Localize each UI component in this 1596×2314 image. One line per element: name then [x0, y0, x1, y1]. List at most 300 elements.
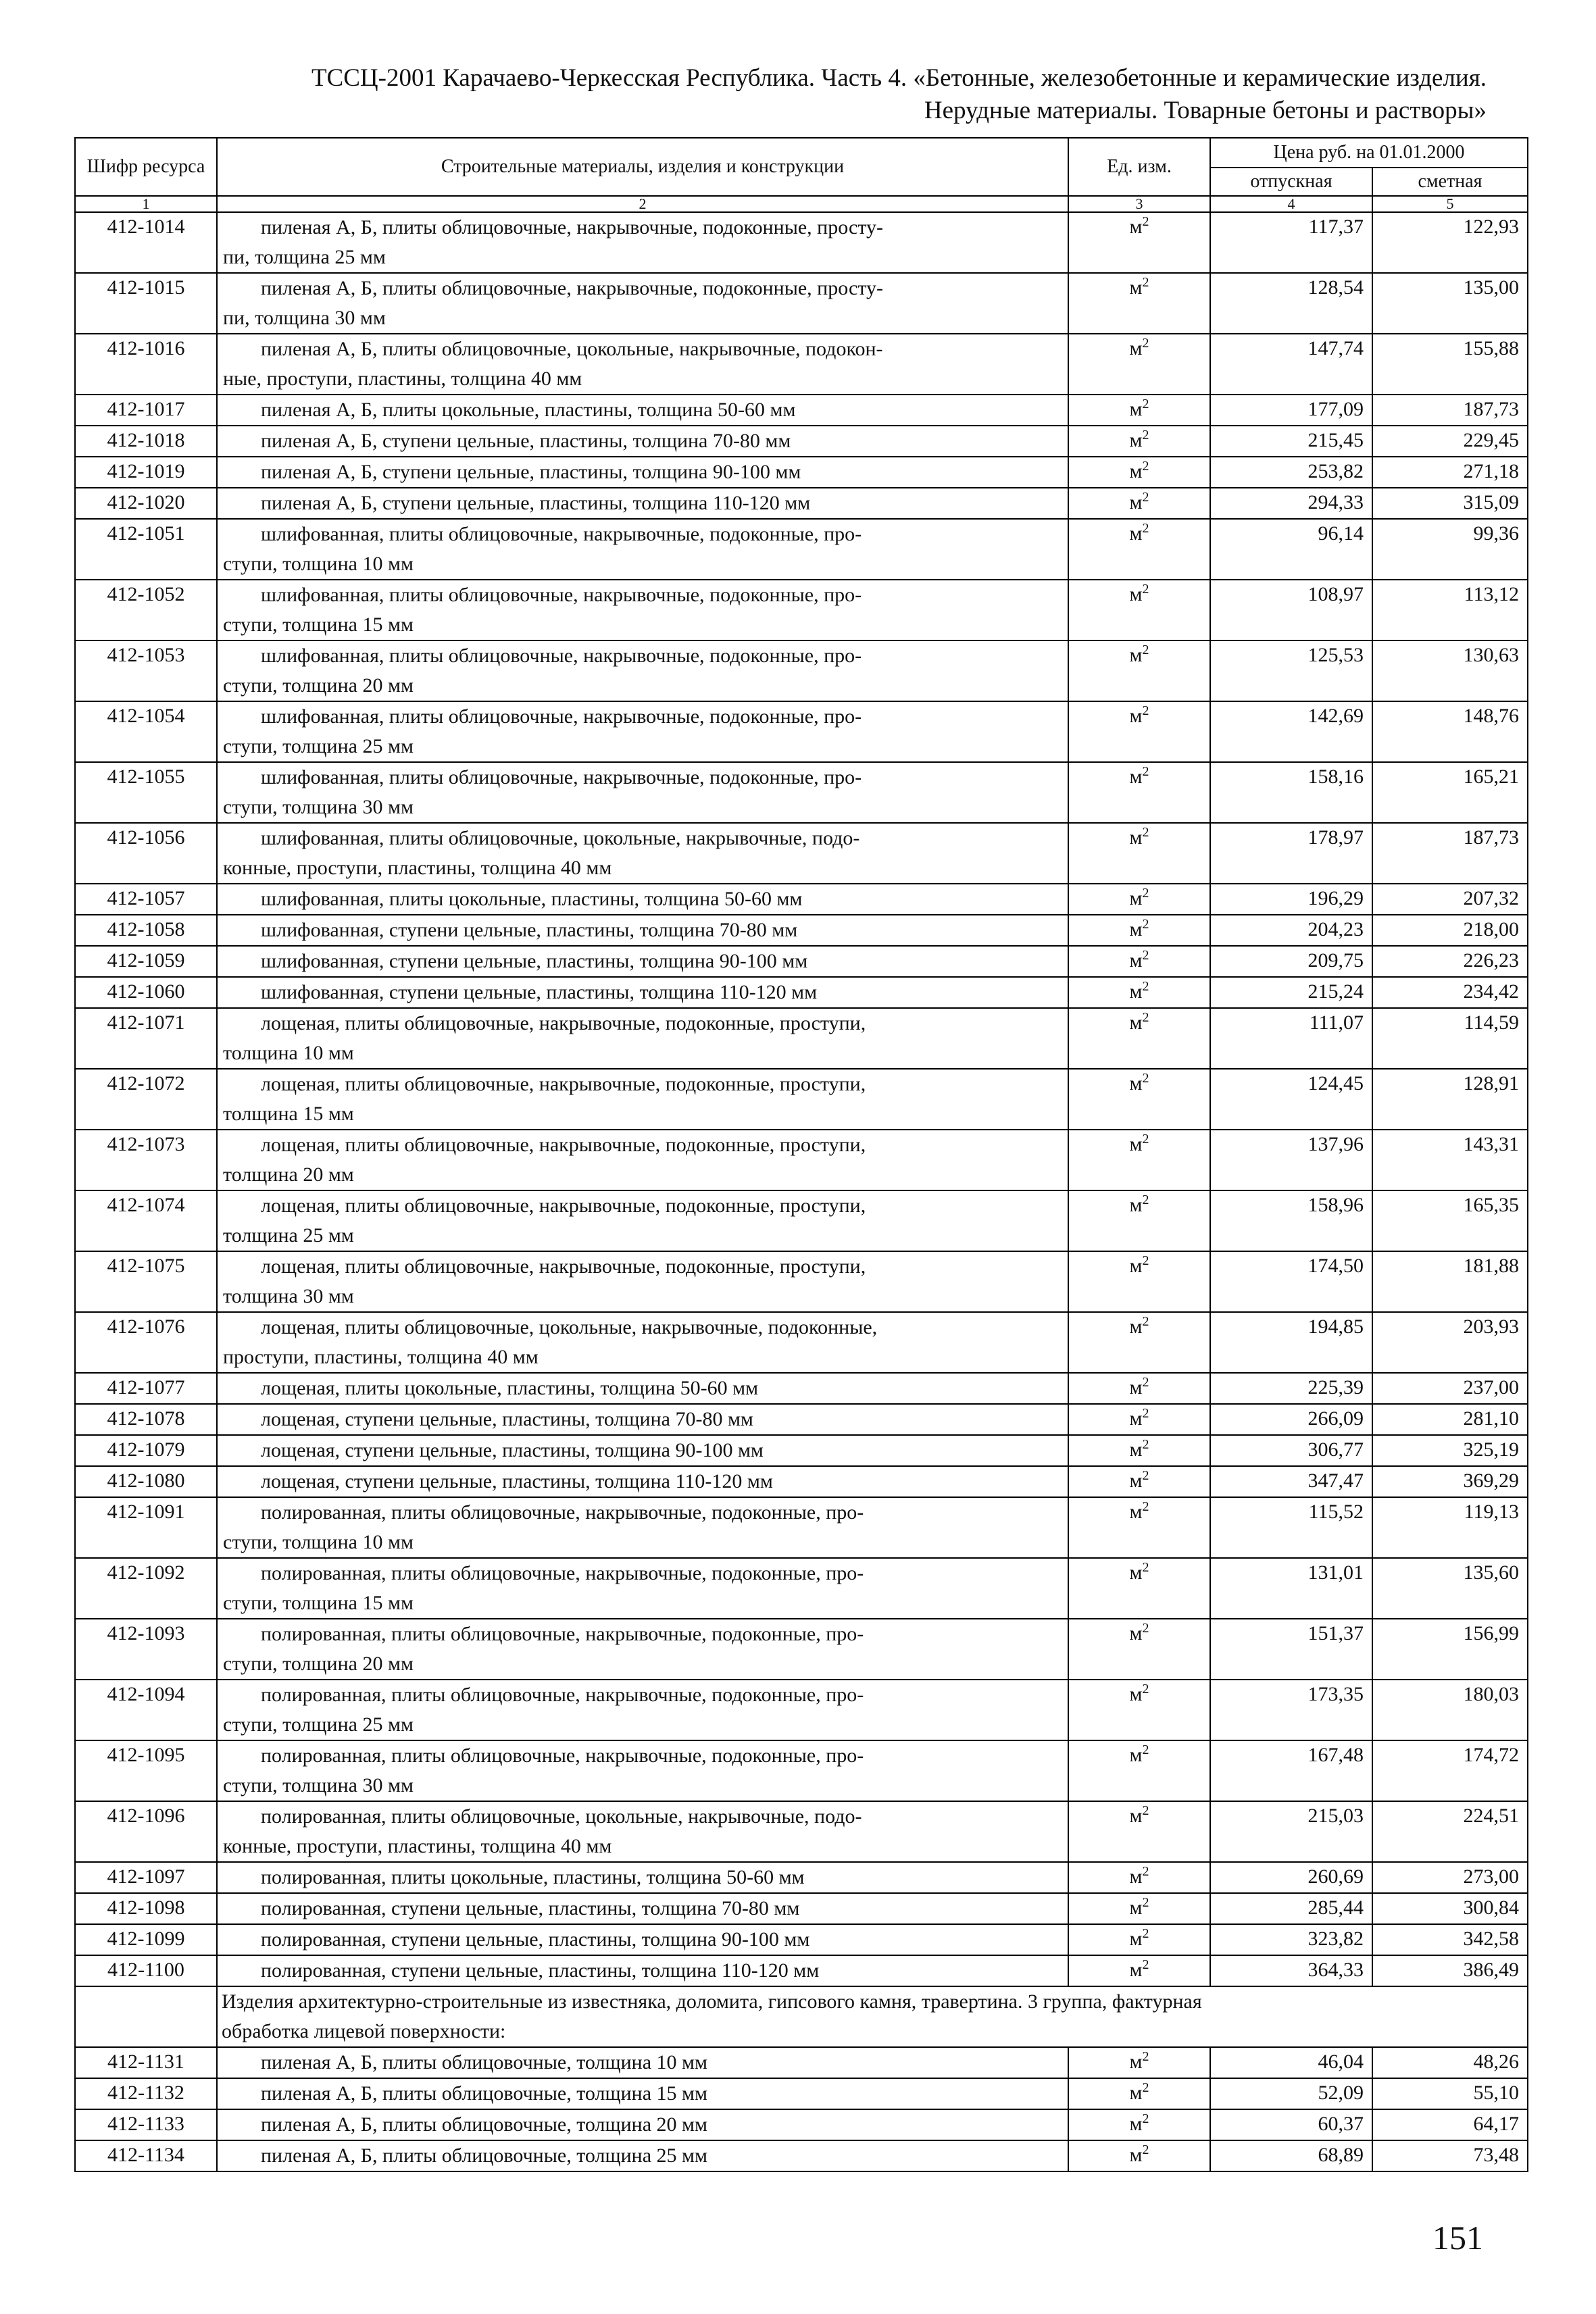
- price-estimate: 128,91: [1372, 1069, 1528, 1130]
- unit-cell: [1068, 946, 1210, 977]
- unit-cell: [1068, 1373, 1210, 1404]
- material-name-text: полированная, плиты облицовочные, накрывочные, подоконные, про-: [261, 1744, 864, 1767]
- table-row: [75, 977, 1528, 1008]
- resource-code: 412-1018: [75, 426, 217, 457]
- material-name-line-2: ступи, толщина 30 мм: [223, 1774, 414, 1796]
- resource-code: 412-1075: [75, 1251, 217, 1312]
- material-name: [217, 580, 1068, 640]
- unit-cell: [1068, 977, 1210, 1008]
- resource-code: 412-1131: [75, 2047, 217, 2078]
- unit-exponent: 2: [1142, 2111, 1149, 2126]
- table-row: [75, 273, 1528, 334]
- unit-exponent: 2: [1142, 917, 1149, 932]
- table-row: [75, 2109, 1528, 2140]
- unit-exponent: 2: [1142, 490, 1149, 505]
- material-name: [217, 1130, 1068, 1190]
- unit-text: м: [1129, 887, 1143, 909]
- price-release: 131,01: [1210, 1558, 1372, 1619]
- unit-text: м: [1129, 1805, 1143, 1827]
- unit-exponent: 2: [1142, 643, 1149, 657]
- material-name-text: полированная, плиты облицовочные, накрывочные, подоконные, про-: [261, 1684, 864, 1706]
- price-release: 96,14: [1210, 519, 1372, 580]
- unit-cell: [1068, 640, 1210, 701]
- material-name-line-1: [223, 1009, 1064, 1038]
- material-name: [217, 1435, 1068, 1466]
- price-release: 108,97: [1210, 580, 1372, 640]
- price-release: 173,35: [1210, 1680, 1372, 1740]
- unit-cell: [1068, 212, 1210, 273]
- unit-text: м: [1129, 1407, 1143, 1430]
- table-row: [75, 884, 1528, 915]
- price-release: 177,09: [1210, 395, 1372, 426]
- unit-cell: [1068, 823, 1210, 884]
- price-estimate: 48,26: [1372, 2047, 1528, 2078]
- material-name-text: полированная, ступени цельные, пластины, толщина 90-100 мм: [261, 1928, 810, 1951]
- material-name: [217, 1924, 1068, 1955]
- resource-code: 412-1016: [75, 334, 217, 395]
- price-estimate: 187,73: [1372, 395, 1528, 426]
- unit-exponent: 2: [1142, 214, 1149, 229]
- material-name: [217, 1251, 1068, 1312]
- unit-exponent: 2: [1142, 1560, 1149, 1575]
- header-name: Строительные материалы, изделия и конструкции: [217, 138, 1068, 196]
- material-name-line-1: [223, 1619, 1064, 1649]
- unit-exponent: 2: [1142, 1314, 1149, 1329]
- material-name-text: шлифованная, ступени цельные, пластины, толщина 90-100 мм: [261, 950, 808, 972]
- table-row: [75, 334, 1528, 395]
- unit-text: м: [1129, 1683, 1143, 1705]
- table-row: [75, 640, 1528, 701]
- table-row: [75, 519, 1528, 580]
- material-name-line-1: [223, 426, 1064, 456]
- table-row: [75, 1008, 1528, 1069]
- material-name: [217, 977, 1068, 1008]
- unit-exponent: 2: [1142, 1926, 1149, 1941]
- material-name-line-1: [223, 1894, 1064, 1923]
- unit-exponent: 2: [1142, 1621, 1149, 1636]
- material-name: [217, 1893, 1068, 1924]
- price-estimate: 325,19: [1372, 1435, 1528, 1466]
- material-name-text: полированная, плиты облицовочные, накрывочные, подоконные, про-: [261, 1501, 864, 1524]
- table-row: [75, 1251, 1528, 1312]
- table-row: [75, 1801, 1528, 1862]
- section-empty-cell: [75, 1986, 217, 2047]
- material-name-line-2: толщина 25 мм: [223, 1224, 354, 1247]
- price-estimate: 271,18: [1372, 457, 1528, 488]
- unit-cell: [1068, 273, 1210, 334]
- unit-text: м: [1129, 1622, 1143, 1644]
- price-release: 294,33: [1210, 488, 1372, 519]
- unit-exponent: 2: [1142, 1895, 1149, 1910]
- table-row: [75, 1740, 1528, 1801]
- material-name-line-1: [223, 334, 1064, 364]
- price-release: 209,75: [1210, 946, 1372, 977]
- unit-cell: [1068, 1558, 1210, 1619]
- material-name-line-1: [223, 702, 1064, 732]
- table-row: [75, 1435, 1528, 1466]
- unit-cell: [1068, 915, 1210, 946]
- material-name-line-2: пи, толщина 25 мм: [223, 246, 386, 268]
- table-row: [75, 2140, 1528, 2171]
- price-release: 196,29: [1210, 884, 1372, 915]
- material-name-line-1: [223, 1802, 1064, 1832]
- unit-exponent: 2: [1142, 1132, 1149, 1147]
- page-header: [74, 62, 1487, 127]
- unit-text: м: [1129, 765, 1143, 788]
- unit-cell: [1068, 395, 1210, 426]
- price-estimate: 273,00: [1372, 1862, 1528, 1893]
- material-name-line-2: толщина 30 мм: [223, 1285, 354, 1307]
- table-row: [75, 2078, 1528, 2109]
- price-release: 147,74: [1210, 334, 1372, 395]
- unit-exponent: 2: [1142, 1682, 1149, 1696]
- resource-code: 412-1072: [75, 1069, 217, 1130]
- price-release: 128,54: [1210, 273, 1372, 334]
- header-line-2: Нерудные материалы. Товарные бетоны и растворы»: [924, 97, 1487, 124]
- price-release: 137,96: [1210, 1130, 1372, 1190]
- unit-text: м: [1129, 1315, 1143, 1338]
- material-name-line-2: ступи, толщина 20 мм: [223, 1653, 414, 1675]
- unit-exponent: 2: [1142, 1864, 1149, 1879]
- resource-code: 412-1056: [75, 823, 217, 884]
- resource-code: 412-1057: [75, 884, 217, 915]
- resource-code: 412-1092: [75, 1558, 217, 1619]
- resource-code: 412-1053: [75, 640, 217, 701]
- unit-text: м: [1129, 1561, 1143, 1584]
- material-name-line-2: конные, проступи, пластины, толщина 40 мм: [223, 1835, 612, 1857]
- unit-exponent: 2: [1142, 1803, 1149, 1818]
- material-name-text: шлифованная, ступени цельные, пластины, толщина 70-80 мм: [261, 919, 798, 941]
- material-name-text: лощеная, ступени цельные, пластины, толщина 90-100 мм: [261, 1439, 764, 1461]
- material-name-line-1: [223, 488, 1064, 518]
- unit-text: м: [1129, 1072, 1143, 1095]
- unit-text: м: [1129, 398, 1143, 420]
- price-estimate: 315,09: [1372, 488, 1528, 519]
- material-name-text: пиленая А, Б, плиты облицовочные, цокольные, накрывочные, подокон-: [261, 338, 883, 360]
- material-name: [217, 1466, 1068, 1497]
- table-row: [75, 1466, 1528, 1497]
- price-release: 323,82: [1210, 1924, 1372, 1955]
- unit-exponent: 2: [1142, 764, 1149, 779]
- material-name-line-1: [223, 1741, 1064, 1771]
- page-number: 151: [1432, 2219, 1483, 2257]
- material-name-line-1: [223, 763, 1064, 793]
- material-name: [217, 1740, 1068, 1801]
- material-name-text: пиленая А, Б, плиты облицовочные, толщина 20 мм: [261, 2113, 707, 2136]
- unit-exponent: 2: [1142, 1957, 1149, 1972]
- price-estimate: 130,63: [1372, 640, 1528, 701]
- unit-exponent: 2: [1142, 1437, 1149, 1452]
- price-estimate: 119,13: [1372, 1497, 1528, 1558]
- price-estimate: 203,93: [1372, 1312, 1528, 1373]
- header-code: Шифр ресурса: [75, 138, 217, 196]
- unit-cell: [1068, 1497, 1210, 1558]
- material-name-line-2: ступи, толщина 25 мм: [223, 735, 414, 757]
- price-estimate: 55,10: [1372, 2078, 1528, 2109]
- material-name-text: полированная, плиты облицовочные, цокольные, накрывочные, подо-: [261, 1805, 862, 1828]
- column-number: 1: [75, 196, 217, 212]
- unit-exponent: 2: [1142, 582, 1149, 597]
- material-name-text: лощеная, плиты облицовочные, накрывочные, подоконные, проступи,: [261, 1134, 866, 1156]
- material-name-line-1: [223, 2048, 1064, 2078]
- column-number: 2: [217, 196, 1068, 212]
- table-row: [75, 1558, 1528, 1619]
- resource-code: 412-1052: [75, 580, 217, 640]
- price-release: 204,23: [1210, 915, 1372, 946]
- unit-cell: [1068, 519, 1210, 580]
- price-release: 158,96: [1210, 1190, 1372, 1251]
- section-title: [217, 1986, 1528, 2047]
- unit-text: м: [1129, 1501, 1143, 1523]
- resource-code: 412-1054: [75, 701, 217, 762]
- price-estimate: 226,23: [1372, 946, 1528, 977]
- table-row: [75, 762, 1528, 823]
- unit-exponent: 2: [1142, 1499, 1149, 1514]
- unit-cell: [1068, 1740, 1210, 1801]
- price-estimate: 143,31: [1372, 1130, 1528, 1190]
- material-name-line-1: [223, 1436, 1064, 1465]
- unit-cell: [1068, 762, 1210, 823]
- unit-exponent: 2: [1142, 703, 1149, 718]
- material-name-line-2: проступи, пластины, толщина 40 мм: [223, 1346, 539, 1368]
- table-row: [75, 701, 1528, 762]
- material-name: [217, 701, 1068, 762]
- unit-cell: [1068, 701, 1210, 762]
- table-row: [75, 2047, 1528, 2078]
- unit-text: м: [1129, 1744, 1143, 1766]
- price-estimate: 218,00: [1372, 915, 1528, 946]
- material-name-line-1: [223, 1374, 1064, 1403]
- material-name: [217, 823, 1068, 884]
- table-row: [75, 1924, 1528, 1955]
- price-release: 142,69: [1210, 701, 1372, 762]
- material-name: [217, 1373, 1068, 1404]
- material-name: [217, 1497, 1068, 1558]
- material-name-line-1: [223, 395, 1064, 425]
- material-name-text: шлифованная, плиты облицовочные, накрывочные, подоконные, про-: [261, 766, 862, 788]
- unit-exponent: 2: [1142, 1192, 1149, 1207]
- price-estimate: 99,36: [1372, 519, 1528, 580]
- material-name: [217, 1008, 1068, 1069]
- column-number-row: [75, 196, 1528, 212]
- material-name: [217, 946, 1068, 977]
- material-name-text: шлифованная, плиты облицовочные, цокольные, накрывочные, подо-: [261, 827, 860, 849]
- unit-cell: [1068, 1404, 1210, 1435]
- price-estimate: 369,29: [1372, 1466, 1528, 1497]
- price-release: 117,37: [1210, 212, 1372, 273]
- price-estimate: 180,03: [1372, 1680, 1528, 1740]
- material-name-text: пиленая А, Б, плиты облицовочные, накрывочные, подоконные, просту-: [261, 216, 884, 238]
- unit-text: м: [1129, 1376, 1143, 1399]
- price-release: 178,97: [1210, 823, 1372, 884]
- material-name: [217, 457, 1068, 488]
- price-release: 52,09: [1210, 2078, 1372, 2109]
- unit-exponent: 2: [1142, 1742, 1149, 1757]
- resource-code: 412-1020: [75, 488, 217, 519]
- material-name: [217, 1862, 1068, 1893]
- section-row: [75, 1986, 1528, 2047]
- header-price-estimate: сметная: [1372, 168, 1528, 196]
- material-name: [217, 519, 1068, 580]
- material-name-text: пиленая А, Б, плиты облицовочные, накрывочные, подоконные, просту-: [261, 277, 884, 299]
- material-name-line-1: [223, 947, 1064, 976]
- material-name-line-1: [223, 213, 1064, 243]
- unit-text: м: [1129, 705, 1143, 727]
- price-estimate: 229,45: [1372, 426, 1528, 457]
- column-number: 5: [1372, 196, 1528, 212]
- material-name-text: лощеная, плиты облицовочные, накрывочные, подоконные, проступи,: [261, 1012, 866, 1034]
- material-name: [217, 2109, 1068, 2140]
- unit-cell: [1068, 1069, 1210, 1130]
- price-release: 215,45: [1210, 426, 1372, 457]
- unit-text: м: [1129, 216, 1143, 238]
- material-name: [217, 1680, 1068, 1740]
- unit-text: м: [1129, 1133, 1143, 1155]
- material-name-line-1: [223, 1252, 1064, 1282]
- table-row: [75, 823, 1528, 884]
- unit-cell: [1068, 1955, 1210, 1986]
- price-estimate: 156,99: [1372, 1619, 1528, 1680]
- price-release: 115,52: [1210, 1497, 1372, 1558]
- material-name-line-1: [223, 2110, 1064, 2140]
- unit-text: м: [1129, 949, 1143, 972]
- resource-code: 412-1097: [75, 1862, 217, 1893]
- material-name-line-2: конные, проступи, пластины, толщина 40 мм: [223, 857, 612, 879]
- price-estimate: 135,00: [1372, 273, 1528, 334]
- unit-exponent: 2: [1142, 1406, 1149, 1421]
- material-name: [217, 426, 1068, 457]
- resource-code: 412-1094: [75, 1680, 217, 1740]
- material-name-text: шлифованная, ступени цельные, пластины, толщина 110-120 мм: [261, 981, 818, 1003]
- material-name-text: полированная, плиты цокольные, пластины, толщина 50-60 мм: [261, 1866, 805, 1888]
- table-row: [75, 1680, 1528, 1740]
- material-name-text: пиленая А, Б, плиты облицовочные, толщина 10 мм: [261, 2051, 707, 2073]
- resource-code: 412-1017: [75, 395, 217, 426]
- material-name-line-2: ступи, толщина 10 мм: [223, 1531, 414, 1553]
- material-name-text: пиленая А, Б, ступени цельные, пластины, толщина 90-100 мм: [261, 461, 801, 483]
- material-name-text: шлифованная, плиты облицовочные, накрывочные, подоконные, про-: [261, 584, 862, 606]
- unit-cell: [1068, 580, 1210, 640]
- unit-cell: [1068, 1008, 1210, 1069]
- material-name-line-2: ступи, толщина 15 мм: [223, 613, 414, 636]
- unit-exponent: 2: [1142, 948, 1149, 963]
- unit-text: м: [1129, 337, 1143, 359]
- material-name-text: лощеная, ступени цельные, пластины, толщина 70-80 мм: [261, 1408, 753, 1430]
- material-name-text: пиленая А, Б, плиты цокольные, пластины, толщина 50-60 мм: [261, 399, 796, 421]
- material-name: [217, 1404, 1068, 1435]
- price-release: 260,69: [1210, 1862, 1372, 1893]
- material-name-line-1: [223, 1130, 1064, 1160]
- unit-text: м: [1129, 826, 1143, 849]
- unit-text: м: [1129, 429, 1143, 451]
- resource-code: 412-1132: [75, 2078, 217, 2109]
- material-name: [217, 1190, 1068, 1251]
- material-name-line-1: [223, 1313, 1064, 1342]
- material-name-text: шлифованная, плиты цокольные, пластины, толщина 50-60 мм: [261, 888, 803, 910]
- material-name: [217, 1069, 1068, 1130]
- table-row: [75, 946, 1528, 977]
- section-title-line-2: обработка лицевой поверхности:: [222, 2020, 506, 2042]
- material-name: [217, 1955, 1068, 1986]
- unit-cell: [1068, 1435, 1210, 1466]
- material-name-text: лощеная, плиты облицовочные, накрывочные, подоконные, проступи,: [261, 1194, 866, 1217]
- table-row: [75, 580, 1528, 640]
- resource-code: 412-1133: [75, 2109, 217, 2140]
- material-name: [217, 1801, 1068, 1862]
- material-name-line-1: [223, 1956, 1064, 1986]
- material-name-line-1: [223, 1467, 1064, 1496]
- unit-cell: [1068, 334, 1210, 395]
- price-release: 285,44: [1210, 1893, 1372, 1924]
- resource-code: 412-1080: [75, 1466, 217, 1497]
- table-row: [75, 1373, 1528, 1404]
- material-name: [217, 1312, 1068, 1373]
- unit-text: м: [1129, 1438, 1143, 1461]
- unit-text: м: [1129, 1255, 1143, 1277]
- table-row: [75, 915, 1528, 946]
- table-row: [75, 1955, 1528, 1986]
- material-name-text: шлифованная, плиты облицовочные, накрывочные, подоконные, про-: [261, 523, 862, 545]
- unit-text: м: [1129, 276, 1143, 299]
- unit-cell: [1068, 1862, 1210, 1893]
- price-release: 46,04: [1210, 2047, 1372, 2078]
- material-name: [217, 1619, 1068, 1680]
- price-release: 306,77: [1210, 1435, 1372, 1466]
- material-name: [217, 273, 1068, 334]
- material-name-line-2: ступи, толщина 25 мм: [223, 1713, 414, 1736]
- price-release: 158,16: [1210, 762, 1372, 823]
- unit-cell: [1068, 1619, 1210, 1680]
- resource-code: 412-1060: [75, 977, 217, 1008]
- material-name: [217, 2078, 1068, 2109]
- material-name-line-1: [223, 978, 1064, 1007]
- material-name-text: лощеная, плиты облицовочные, цокольные, накрывочные, подоконные,: [261, 1316, 878, 1338]
- material-name-line-1: [223, 915, 1064, 945]
- material-name-line-1: [223, 824, 1064, 853]
- resource-code: 412-1014: [75, 212, 217, 273]
- price-release: 151,37: [1210, 1619, 1372, 1680]
- unit-exponent: 2: [1142, 2142, 1149, 2157]
- material-name-line-2: ступи, толщина 15 мм: [223, 1592, 414, 1614]
- resource-code: 412-1076: [75, 1312, 217, 1373]
- header-price-release: отпускная: [1210, 168, 1372, 196]
- material-name: [217, 762, 1068, 823]
- unit-exponent: 2: [1142, 825, 1149, 840]
- resource-code: 412-1098: [75, 1893, 217, 1924]
- unit-text: м: [1129, 460, 1143, 482]
- unit-exponent: 2: [1142, 2080, 1149, 2095]
- material-name-text: полированная, плиты облицовочные, накрывочные, подоконные, про-: [261, 1562, 864, 1584]
- table-row: [75, 212, 1528, 273]
- material-name: [217, 2140, 1068, 2171]
- table-row: [75, 395, 1528, 426]
- material-name-text: пиленая А, Б, ступени цельные, пластины, толщина 70-80 мм: [261, 430, 791, 452]
- unit-cell: [1068, 2047, 1210, 2078]
- resource-code: 412-1095: [75, 1740, 217, 1801]
- price-estimate: 165,21: [1372, 762, 1528, 823]
- price-release: 253,82: [1210, 457, 1372, 488]
- table-row: [75, 457, 1528, 488]
- unit-exponent: 2: [1142, 336, 1149, 351]
- unit-exponent: 2: [1142, 1468, 1149, 1483]
- column-number: 4: [1210, 196, 1372, 212]
- unit-text: м: [1129, 1928, 1143, 1950]
- resource-code: 412-1019: [75, 457, 217, 488]
- material-name-text: полированная, ступени цельные, пластины, толщина 110-120 мм: [261, 1959, 820, 1982]
- unit-cell: [1068, 2078, 1210, 2109]
- material-name-line-1: [223, 1070, 1064, 1099]
- price-estimate: 181,88: [1372, 1251, 1528, 1312]
